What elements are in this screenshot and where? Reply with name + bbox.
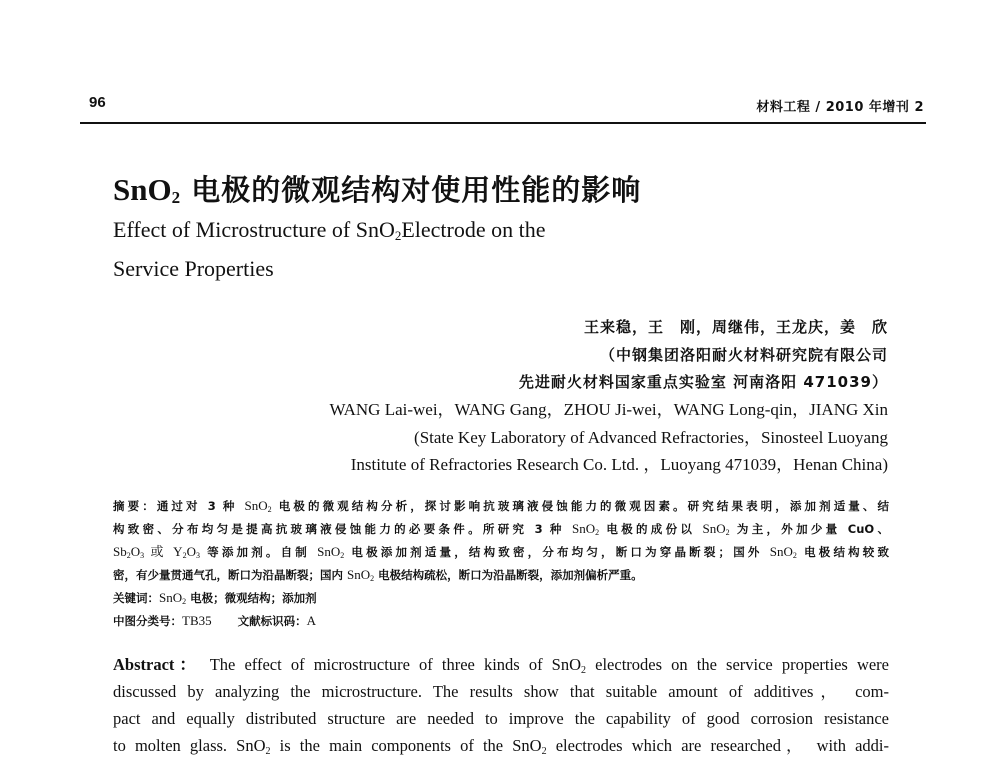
formula-text: O bbox=[186, 544, 196, 559]
formula-subscript: 3 bbox=[140, 551, 145, 560]
title-chinese-text: 电极的微观结构对使用性能的影响 bbox=[180, 173, 642, 207]
formula-subscript: 2 bbox=[126, 551, 131, 560]
abstract-text: The effect of microstructure of three kinds of SnO bbox=[200, 655, 582, 674]
title-text: Electrode on the bbox=[401, 217, 546, 242]
title-english-line-1 bbox=[113, 213, 546, 252]
abstract-text: electrodes which are researched， with addi- bbox=[546, 736, 890, 755]
formula-subscript: 2 bbox=[370, 574, 375, 583]
formula-subscript: 2 bbox=[182, 551, 187, 560]
chemical-formula bbox=[159, 590, 186, 605]
abstract-en-line: pact and equally distributed structure are needed to improve the capability of good corrosion resistance bbox=[113, 709, 889, 728]
keywords-label: 关键词： bbox=[113, 591, 159, 605]
formula-text: SnO bbox=[244, 498, 268, 513]
abstract-text: 密，有少量贯通气孔，断口为沿晶断裂；国内 bbox=[113, 568, 348, 582]
formula-subscript: 2 bbox=[394, 228, 402, 243]
formula-text: SnO bbox=[347, 567, 371, 582]
chemical-formula bbox=[245, 498, 272, 513]
author-names-cn: 王来稳，王 刚，周继伟，王龙庆，姜 欣 bbox=[583, 318, 888, 336]
classification-line bbox=[113, 609, 889, 632]
abstract-text: electrodes on the service properties were bbox=[586, 655, 889, 674]
chemical-formula bbox=[572, 521, 599, 536]
abstract-cn-line bbox=[113, 494, 889, 517]
formula-text: 或 Y bbox=[144, 544, 183, 559]
abstract-text: is the main components of the SnO bbox=[270, 736, 542, 755]
keywords-text: 电极；微观结构；添加剂 bbox=[186, 591, 317, 605]
chinese-abstract bbox=[113, 494, 889, 632]
chemical-formula bbox=[702, 521, 729, 536]
header-rule bbox=[80, 122, 926, 124]
formula-subscript: 3 bbox=[195, 551, 200, 560]
keywords-line bbox=[113, 586, 889, 609]
page-number: 96 bbox=[89, 94, 106, 111]
formula-text: SnO bbox=[571, 521, 596, 536]
abstract-text: 通过对 3 种 bbox=[156, 499, 245, 513]
affiliation-en-line-1: (State Key Laboratory of Advanced Refractories，Sinosteel Luoyang bbox=[414, 427, 888, 447]
formula-text: SnO bbox=[769, 544, 793, 559]
chemical-formula bbox=[770, 544, 797, 559]
formula-text: SnO bbox=[317, 544, 341, 559]
title-english-line-2: Service Properties bbox=[113, 256, 274, 281]
chemical-formula bbox=[347, 567, 374, 582]
authors-chinese bbox=[519, 314, 888, 397]
title-text: Effect of Microstructure of SnO bbox=[113, 217, 395, 242]
formula-subscript: 2 bbox=[267, 505, 272, 514]
chemical-formula bbox=[317, 544, 344, 559]
formula-subscript: 2 bbox=[340, 551, 345, 560]
abstract-cn-line bbox=[113, 517, 889, 540]
chemical-formula bbox=[144, 544, 200, 559]
abstract-cn-line bbox=[113, 563, 889, 586]
abstract-en-label: Abstract： bbox=[113, 655, 201, 674]
formula-subscript: 2 bbox=[171, 188, 181, 207]
formula-subscript: 2 bbox=[725, 528, 730, 537]
abstract-text: 电极添加剂适量，结构致密，分布均匀，断口为穿晶断裂；国外 bbox=[344, 545, 770, 559]
formula-text: O bbox=[130, 544, 141, 559]
journal-name: 材料工程 / 2010 年增刊 2 bbox=[756, 100, 924, 115]
doc-code-value: A bbox=[306, 613, 317, 628]
author-names-en: WANG Lai-wei，WANG Gang，ZHOU Ji-wei，WANG Long-qin，JIANG Xin bbox=[329, 400, 888, 419]
abstract-text: 为主，外加少量 CuO、 bbox=[729, 522, 889, 536]
abstract-en-line bbox=[113, 651, 889, 678]
formula-subscript: 2 bbox=[541, 746, 547, 757]
abstract-text: 电极结构疏松，断口为沿晶断裂，添加剂偏析严重。 bbox=[374, 568, 643, 582]
formula-text: Sb bbox=[113, 544, 127, 559]
affiliation-cn-line-2: 先进耐火材料国家重点实验室 河南洛阳 471039） bbox=[518, 373, 888, 391]
formula-subscript: 2 bbox=[595, 528, 600, 537]
abstract-en-line bbox=[113, 732, 889, 759]
formula-text: SnO bbox=[159, 590, 183, 605]
abstract-text: 电极的成份以 bbox=[599, 522, 703, 536]
abstract-en-line: discussed by analyzing the microstructure. The results show that suitable amount of additives， com- bbox=[113, 682, 889, 701]
abstract-text: 构致密、分布均匀是提高抗玻璃液侵蚀能力的必要条件。所研究 3 种 bbox=[113, 522, 572, 536]
formula-subscript: 2 bbox=[792, 551, 797, 560]
abstract-text: 电极的微观结构分析，探讨影响抗玻璃液侵蚀能力的微观因素。研究结果表明，添加剂适量、结 bbox=[271, 499, 889, 513]
clc-label: 中图分类号： bbox=[113, 614, 182, 628]
english-abstract bbox=[113, 651, 889, 759]
title-chemical-formula bbox=[113, 172, 180, 207]
clc-value: TB35 bbox=[182, 613, 212, 628]
abstract-cn-line bbox=[113, 540, 889, 563]
chemical-formula bbox=[113, 544, 144, 559]
abstract-cn-label: 摘要： bbox=[113, 499, 157, 513]
abstract-text: 等添加剂。自制 bbox=[199, 545, 318, 559]
affiliation-en-line-2: Institute of Refractories Research Co. Ltd. ，Luoyang 471039，Henan China) bbox=[350, 455, 888, 474]
abstract-text: to molten glass. SnO bbox=[113, 736, 266, 755]
title-english bbox=[113, 213, 546, 285]
formula-text: SnO bbox=[113, 172, 172, 207]
title-chinese bbox=[113, 168, 641, 209]
formula-subscript: 2 bbox=[182, 597, 187, 606]
formula-subscript: 2 bbox=[581, 665, 587, 676]
abstract-text: 电极结构较致 bbox=[796, 545, 889, 559]
affiliation-cn-line-1: （中钢集团洛阳耐火材料研究院有限公司 bbox=[599, 345, 888, 364]
authors-english bbox=[329, 396, 888, 479]
formula-subscript: 2 bbox=[265, 746, 271, 757]
doc-code-label: 文献标识码： bbox=[237, 614, 307, 628]
formula-text: SnO bbox=[702, 521, 726, 536]
